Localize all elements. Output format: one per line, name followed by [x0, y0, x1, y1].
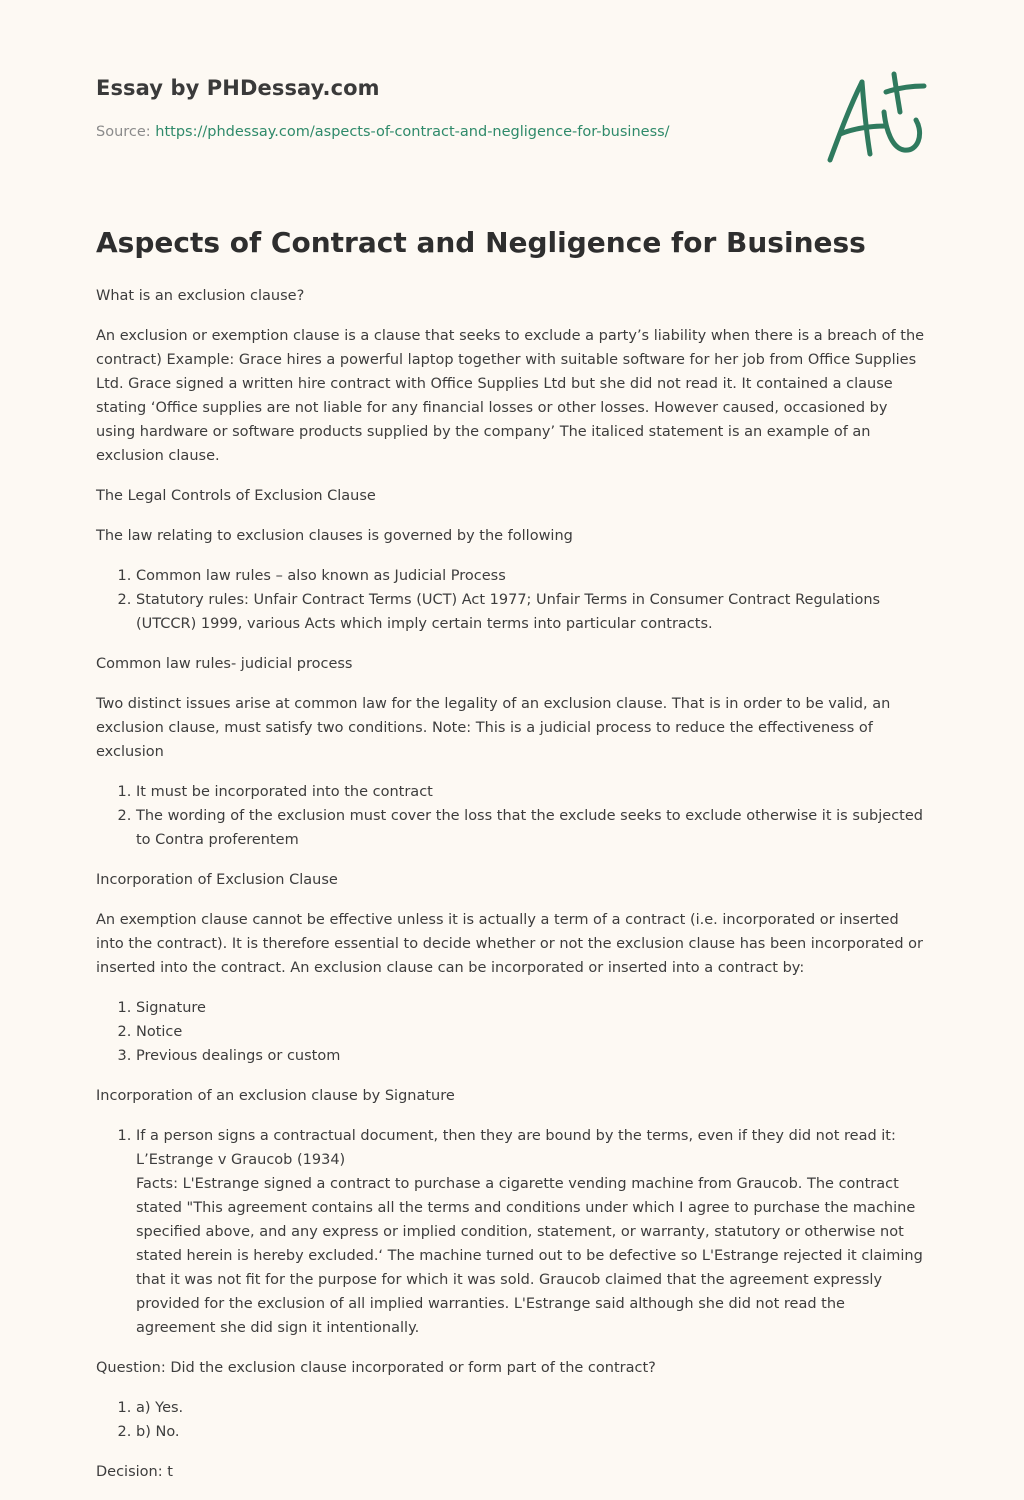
decision-line: Decision: t [96, 1464, 173, 1480]
list-conditions [96, 780, 928, 852]
question-exclusion: What is an exclusion clause? [96, 288, 305, 304]
paragraph-law-governed: The law relating to exclusion clauses is governed by the following [96, 528, 573, 544]
source-line [96, 124, 670, 140]
source-label: Source: [96, 124, 151, 140]
site-title: Essay by PHDessay.com [96, 76, 380, 100]
list-item: 2. Notice [136, 1020, 928, 1044]
list-item [136, 1124, 928, 1340]
list-item: 1. Common law rules – also known as Judicial Process [136, 564, 928, 588]
heading-legal-controls: The Legal Controls of Exclusion Clause [96, 488, 376, 504]
answer-option: 2. b) No. [136, 1420, 928, 1444]
heading-incorporation: Incorporation of Exclusion Clause [96, 872, 338, 888]
logo-strokes [830, 74, 924, 160]
source-link[interactable]: https://phdessay.com/aspects-of-contract-and-negligence-for-business/ [155, 124, 670, 140]
list-item: 1. Signature [136, 996, 928, 1020]
list-incorporation-methods [96, 996, 928, 1068]
list-item: 1. It must be incorporated into the contract [136, 780, 928, 804]
essay-title: Aspects of Contract and Negligence for Business [96, 226, 866, 259]
signature-rule: If a person signs a contractual document, then they are bound by the terms, even if they did not read it: L’Estrange v Graucob (1934) [136, 1128, 896, 1168]
paragraph-two-issues: Two distinct issues arise at common law for the legality of an exclusion clause. That is in order to be valid, an exclusion clause, must satisfy two conditions. Note: This is a judicial process to reduce the effectiveness of exclusion [96, 696, 891, 760]
paragraph-incorporation: An exemption clause cannot be effective unless it is actually a term of a contract (i.e. incorporated or inserted into the contract). It is therefore essential to decide whether or not the exclusion clause has been incorporated or inserted into the contract. An exclusion clause can be incorporated or inserted into a contract by: [96, 912, 923, 976]
heading-signature: Incorporation of an exclusion clause by Signature [96, 1088, 455, 1104]
list-item: 2. Statutory rules: Unfair Contract Terms (UCT) Act 1977; Unfair Terms in Consumer Contract Regulations (UTCCR) 1999, various Acts which imply certain terms into particular contracts. [136, 588, 928, 636]
logo-stroke [894, 74, 900, 112]
list-item: 3. Previous dealings or custom [136, 1044, 928, 1068]
logo-stroke [886, 86, 924, 92]
essay-body [96, 284, 928, 1500]
list-item: 2. The wording of the exclusion must cover the loss that the exclude seeks to exclude otherwise it is subjected to Contra proferentem [136, 804, 928, 852]
logo-stroke [840, 126, 886, 134]
paragraph-exclusion-definition: An exclusion or exemption clause is a clause that seeks to exclude a party’s liability when there is a breach of the contract) Example: Grace hires a powerful laptop together with suitable software for her job from Office Supplies Ltd. Grace signed a written hire contract with Office Supplies Ltd but she did not read it. It contained a clause stating ‘Office supplies are not liable for any financial losses or other losses. However caused, occasioned by using hardware or software products supplied by the company’ The italiced statement is an example of an exclusion clause. [96, 328, 925, 464]
a-plus-logo-icon [820, 68, 932, 168]
logo-stroke [830, 82, 862, 160]
list-governing-rules [96, 564, 928, 636]
logo-stroke [884, 112, 920, 150]
logo-stroke [862, 82, 870, 154]
list-signature [96, 1124, 928, 1340]
answer-option: 1. a) Yes. [136, 1396, 928, 1420]
case-facts: Facts: L'Estrange signed a contract to purchase a cigarette vending machine from Graucob. The contract stated "This agreement contains all the terms and conditions under which I agree to purchase the machine specified above, and any express or implied condition, statement, or warranty, statutory or otherwise not stated herein is hereby excluded.‘ The machine turned out to be defective so L'Estrange rejected it claiming that it was not fit for the purpose for which it was sold. Graucob claimed that the agreement expressly provided for the exclusion of all implied warranties. L'Estrange said although she did not read the agreement she did sign it intentionally. [136, 1176, 923, 1336]
heading-common-law: Common law rules- judicial process [96, 656, 353, 672]
list-answers [96, 1396, 928, 1444]
question-incorporated: Question: Did the exclusion clause incorporated or form part of the contract? [96, 1360, 656, 1376]
